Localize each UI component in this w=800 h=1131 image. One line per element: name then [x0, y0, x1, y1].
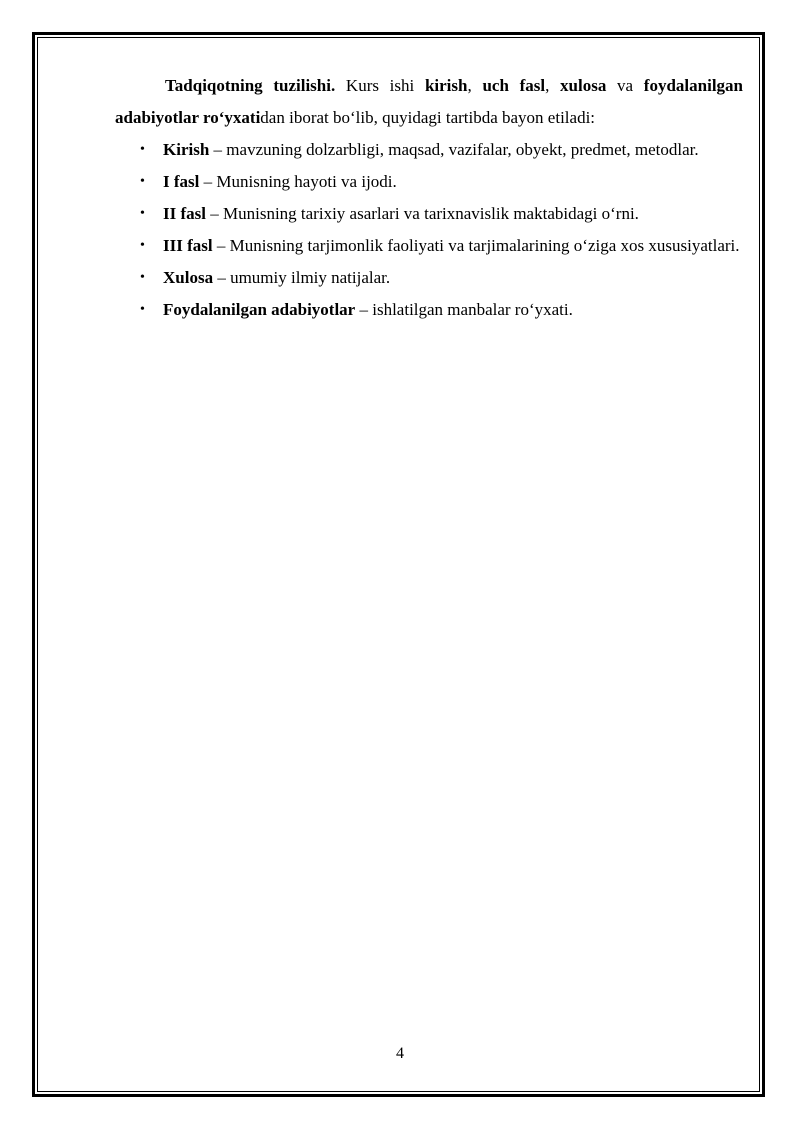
bullet-icon: •	[140, 238, 145, 253]
sections-list	[115, 134, 743, 326]
intro-text-2: ,	[467, 76, 483, 95]
intro-text-1: Kurs ishi	[335, 76, 425, 95]
intro-text-3: ,	[545, 76, 561, 95]
list-item	[115, 166, 743, 198]
intro-paragraph	[115, 70, 743, 134]
section-title: I fasl	[163, 172, 200, 191]
section-description: – ishlatilgan manbalar roʻyxati.	[355, 300, 573, 319]
bullet-icon: •	[140, 142, 145, 157]
section-description: – Munisning hayoti va ijodi.	[199, 172, 397, 191]
section-title: Foydalanilgan adabiyotlar	[163, 300, 356, 319]
page-number: 4	[396, 1045, 404, 1062]
section-title: Kirish	[163, 140, 210, 159]
bullet-icon: •	[140, 270, 145, 285]
list-item	[115, 230, 743, 262]
intro-text-5: dan iborat boʻlib, quyidagi tartibda bayon etiladi:	[260, 108, 596, 127]
list-item	[115, 262, 743, 294]
section-title: III fasl	[163, 236, 213, 255]
intro-heading: Tadqiqotning tuzilishi.	[165, 76, 336, 95]
section-title: II fasl	[163, 204, 206, 223]
section-description: – Munisning tarjimonlik faoliyati va tarjimalarining oʻziga xos xususiyatlari.	[212, 236, 740, 255]
intro-bold-adabiyotlar: foydalanilgan adabiyotlar roʻyxati	[115, 76, 743, 127]
section-title: Xulosa	[163, 268, 214, 287]
intro-bold-kirish: kirish	[424, 76, 468, 95]
list-item	[115, 198, 743, 230]
intro-bold-uch-fasl: uch fasl	[482, 76, 546, 95]
section-description: – Munisning tarixiy asarlari va tarixnavislik maktabidagi oʻrni.	[205, 204, 639, 223]
section-description: – mavzuning dolzarbligi, maqsad, vazifalar, obyekt, predmet, metodlar.	[209, 140, 699, 159]
intro-bold-xulosa: xulosa	[560, 76, 607, 95]
intro-text-4: va	[606, 76, 644, 95]
list-item	[115, 134, 743, 166]
list-item	[115, 294, 743, 326]
bullet-icon: •	[140, 206, 145, 221]
document-body	[115, 70, 743, 326]
section-description: – umumiy ilmiy natijalar.	[213, 268, 391, 287]
bullet-icon: •	[140, 174, 145, 189]
bullet-icon: •	[140, 302, 145, 317]
